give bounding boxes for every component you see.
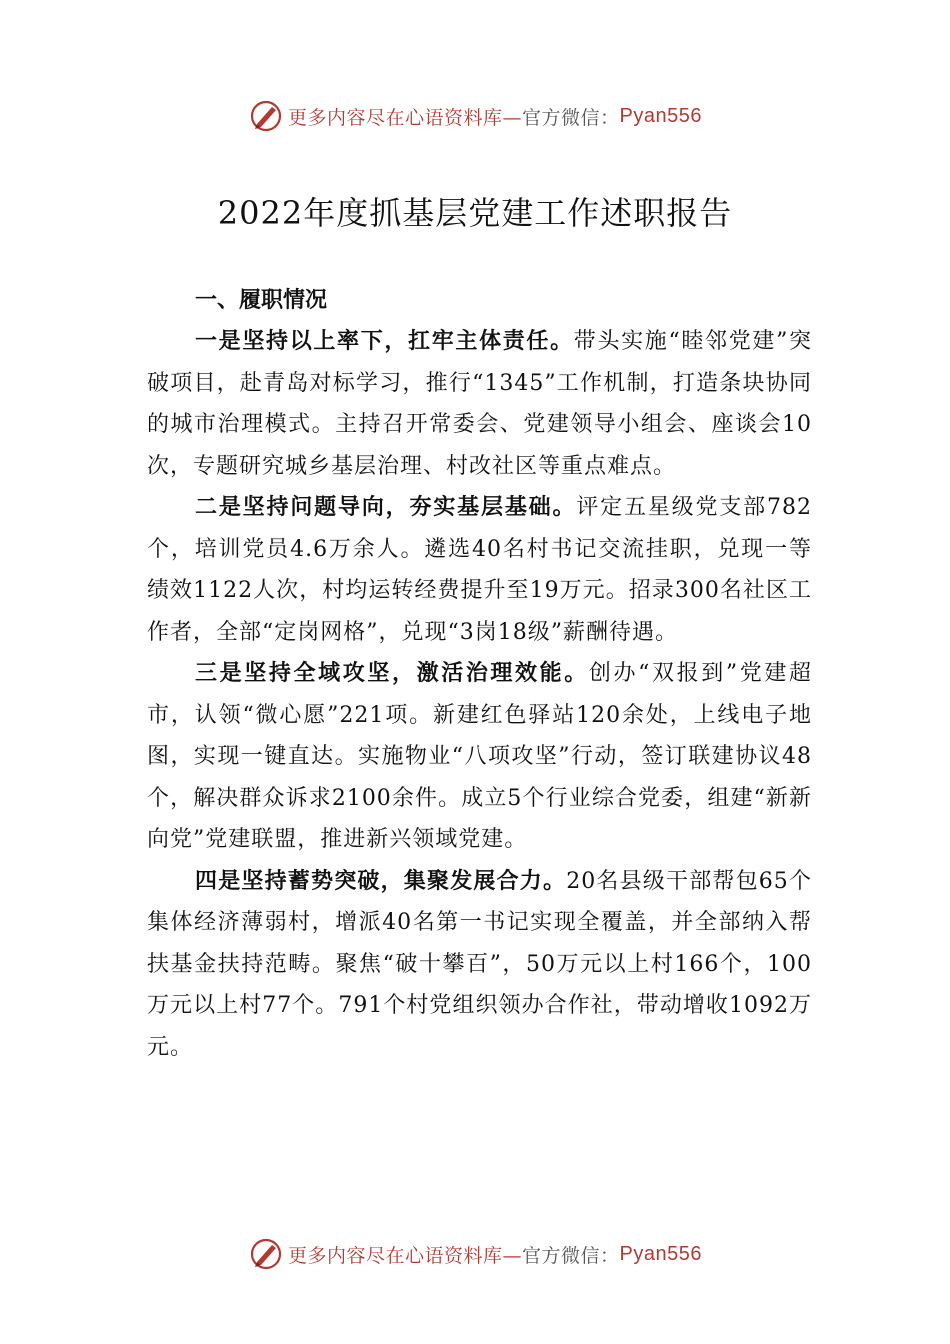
paragraph-2 [147, 487, 812, 653]
watermark-banner-bottom [0, 1234, 950, 1274]
paragraph-lead: 三是坚持全域攻坚，激活治理效能。 [195, 660, 589, 686]
paragraph-4 [147, 861, 812, 1069]
paragraph-1 [147, 321, 812, 487]
paragraph-text: 20名县级干部帮包65个集体经济薄弱村，增派40名第一书记实现全覆盖，并全部纳入帮扶基金扶持范畴。聚焦“破十攀百”，50万元以上村166个，100万元以上村77个。791个村党组织领办合作社，带动增收1092万元。 [147, 868, 812, 1060]
watermark-wechat-id: Pyan556 [619, 104, 702, 127]
watermark-wechat-label: 官方微信： [522, 106, 620, 129]
paragraph-lead: 一是坚持以上率下，扛牢主体责任。 [195, 328, 574, 354]
watermark-wechat-label: 官方微信： [522, 1244, 620, 1267]
pen-logo-icon [248, 98, 284, 134]
paragraph-3 [147, 653, 812, 861]
paragraph-lead: 四是坚持蓄势突破，集聚发展合力。 [195, 867, 567, 894]
paragraph-lead: 二是坚持问题导向，夯实基层基础。 [195, 494, 577, 520]
watermark-banner-top [0, 96, 950, 136]
paragraph-text: 创办“双报到”党建超市，认领“微心愿”221项。新建红色驿站120余处，上线电子地图，实现一键直达。实施物业“八项攻坚”行动，签订联建协议48个，解决群众诉求2100余件。成立5个行业综合党委，组建“新新向党”党建联盟，推进新兴领域党建。 [147, 661, 812, 852]
pen-logo-icon [248, 1236, 284, 1272]
section-heading: 一、履职情况 [195, 287, 328, 313]
paragraph-text: 评定五星级党支部782个，培训党员4.6万余人。遴选40名村书记交流挂职，兑现一等绩效1122人次，村均运转经费提升至19万元。招录300名社区工作者，全部“定岗网格”，兑现“3岗18级”薪酬待遇。 [147, 495, 812, 645]
watermark-text: 更多内容尽在心语资料库— [288, 1244, 523, 1267]
watermark-wechat-id: Pyan556 [619, 1242, 702, 1265]
watermark-text: 更多内容尽在心语资料库— [288, 106, 523, 129]
document-title: 2022年度抓基层党建工作述职报告 [217, 194, 733, 232]
document-body [147, 280, 812, 1068]
paragraph-text: 带头实施“睦邻党建”突破项目，赴青岛对标学习，推行“1345”工作机制，打造条块协同的城市治理模式。主持召开常委会、党建领导小组会、座谈会10次，专题研究城乡基层治理、村改社区等重点难点。 [147, 329, 812, 479]
